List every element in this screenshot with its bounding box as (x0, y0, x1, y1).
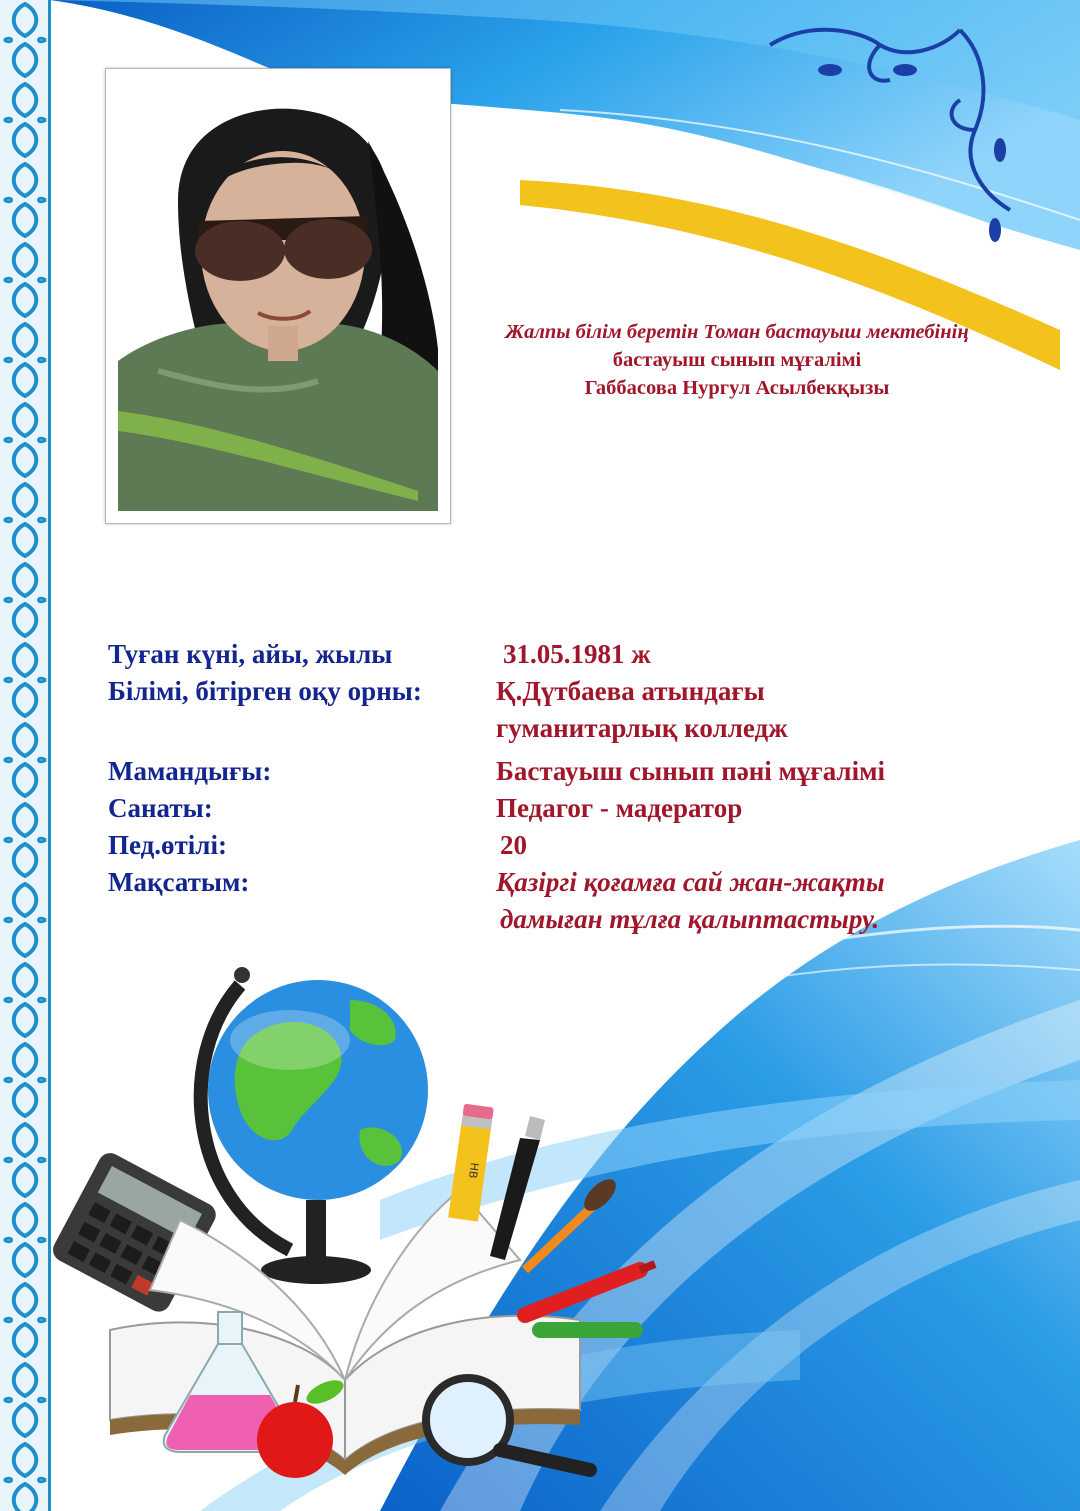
experience-label: Пед.өтілі: (108, 830, 227, 860)
goal-row (108, 864, 1008, 901)
specialty-label: Мамандығы: (108, 756, 272, 786)
birth-value: 31.05.1981 ж (503, 639, 651, 669)
education-row-2 (108, 710, 1008, 747)
specialty-value: Бастауыш сынып пәні мұғалімі (496, 756, 885, 786)
category-row (108, 790, 1008, 827)
teacher-photo (105, 68, 451, 524)
experience-row (108, 827, 1008, 864)
portrait-image (118, 81, 438, 511)
svg-text:НВ: НВ (465, 1161, 482, 1180)
education-value-1: Қ.Дүтбаева атындағы (496, 676, 765, 706)
goal-row-2 (108, 901, 1008, 938)
education-label: Білімі, бітірген оқу орны: (108, 676, 422, 706)
specialty-row (108, 753, 1008, 790)
category-value: Педагог - мадератор (496, 793, 743, 823)
goal-value-1: Қазіргі қоғамға сай жан-жақты (496, 867, 885, 897)
goal-label: Мақсатым: (108, 867, 250, 897)
category-label: Санаты: (108, 793, 213, 823)
birth-label: Туған күні, айы, жылы (108, 639, 393, 669)
education-row (108, 673, 1008, 710)
profile-info (108, 636, 1008, 938)
school-line: Жалпы білім беретін Томан бастауыш мектебінің (505, 321, 969, 343)
teacher-name: Габбасова Нургул Асылбекқызы (584, 377, 890, 399)
position-line: бастауыш сынып мұғалімі (612, 349, 862, 371)
birth-row (108, 636, 1008, 673)
profile-header (452, 318, 1022, 402)
education-value-2: гуманитарлық колледж (496, 713, 788, 743)
goal-value-2: дамыған тұлға қалыптастыру. (500, 904, 880, 934)
experience-value: 20 (500, 830, 527, 860)
